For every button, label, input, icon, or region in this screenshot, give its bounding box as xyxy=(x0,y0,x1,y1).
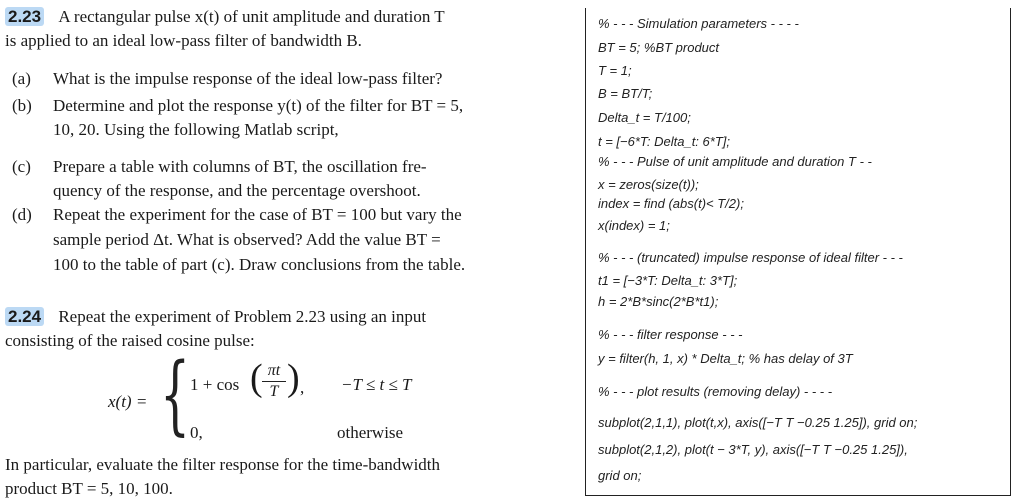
case-2-condition: otherwise xyxy=(337,423,404,442)
code-line: BT = 5; %BT product xyxy=(598,40,720,55)
problem-2-23-intro-line-2: is applied to an ideal low-pass filter of bandwidth B. xyxy=(5,31,362,50)
problem-2-24-intro-line-2: consisting of the raised cosine pulse: xyxy=(5,331,255,350)
problem-2-24-intro-line-1: Repeat the experiment of Problem 2.23 using an input xyxy=(58,307,427,326)
part-a-text: What is the impulse response of the ideal low-pass filter? xyxy=(53,69,443,88)
case-2-expression: 0, xyxy=(190,423,203,442)
part-b-label: (b) xyxy=(12,96,32,115)
code-line: subplot(2,1,2), plot(t − 3*T, y), axis([−T T −0.25 1.25]), xyxy=(598,442,908,457)
part-d-text-line-1: Repeat the experiment for the case of BT = 100 but vary the xyxy=(53,205,462,224)
code-line: h = 2*B*sinc(2*B*t1); xyxy=(598,294,719,309)
part-c-text-line-2: quency of the response, and the percentage overshoot. xyxy=(53,181,421,200)
problem-2-23-intro-line-1: A rectangular pulse x(t) of unit amplitude and duration T xyxy=(58,7,445,26)
part-b-text-line-1: Determine and plot the response y(t) of the filter for BT = 5, xyxy=(53,96,464,115)
fraction-denominator: T xyxy=(269,383,279,400)
code-line: % - - - (truncated) impulse response of ideal filter - - - xyxy=(598,250,903,265)
equation-lhs: x(t) = xyxy=(108,392,148,411)
code-line: % - - - Simulation parameters - - - - xyxy=(598,16,799,31)
case-1-comma: , xyxy=(300,378,305,397)
left-paren: ( xyxy=(250,357,263,399)
code-line: x = zeros(size(t)); xyxy=(598,177,699,192)
code-line: % - - - Pulse of unit amplitude and duration T - - xyxy=(598,154,872,169)
code-line: x(index) = 1; xyxy=(598,218,670,233)
problem-number-2-24: 2.24 xyxy=(5,307,44,326)
part-d-text-line-2: sample period Δt. What is observed? Add the value BT = xyxy=(53,230,441,249)
part-d-text-line-3: 100 to the table of part (c). Draw conclusions from the table. xyxy=(53,255,466,274)
code-line: grid on; xyxy=(598,468,642,483)
problem-2-23-header xyxy=(5,5,445,29)
case-1-expression: 1 + cos xyxy=(190,375,240,394)
part-a-label: (a) xyxy=(12,69,31,88)
code-line: % - - - filter response - - - xyxy=(598,327,743,342)
fraction-bar xyxy=(262,381,286,382)
case-1-condition: −T ≤ t ≤ T xyxy=(341,375,412,394)
part-c-text-line-1: Prepare a table with columns of BT, the oscillation fre- xyxy=(53,157,427,176)
part-d-label: (d) xyxy=(12,205,32,224)
part-b-text-line-2: 10, 20. Using the following Matlab script, xyxy=(53,120,339,139)
fraction xyxy=(262,362,286,401)
problem-2-24-outro-line-2: product BT = 5, 10, 100. xyxy=(5,479,173,498)
code-line: B = BT/T; xyxy=(598,86,653,101)
code-line: t = [−6*T: Delta_t: 6*T]; xyxy=(598,134,730,149)
problem-number-2-23: 2.23 xyxy=(5,7,44,26)
code-line: index = find (abs(t)< T/2); xyxy=(598,196,744,211)
right-paren: ) xyxy=(287,357,300,399)
code-line: % - - - plot results (removing delay) - - - - xyxy=(598,384,833,399)
code-line: T = 1; xyxy=(598,63,632,78)
part-c-label: (c) xyxy=(12,157,31,176)
problem-2-24-outro-line-1: In particular, evaluate the filter response for the time-bandwidth xyxy=(5,455,441,474)
code-line: y = filter(h, 1, x) * Delta_t; % has delay of 3T xyxy=(598,351,853,366)
left-brace: { xyxy=(160,345,191,445)
fraction-numerator: πt xyxy=(267,362,281,379)
code-line: Delta_t = T/100; xyxy=(598,110,691,125)
code-line: subplot(2,1,1), plot(t,x), axis([−T T −0.25 1.25]), grid on; xyxy=(598,415,918,430)
matlab-script-box xyxy=(585,8,1011,496)
problem-2-24-header xyxy=(5,305,426,329)
code-line: t1 = [−3*T: Delta_t: 3*T]; xyxy=(598,273,738,288)
